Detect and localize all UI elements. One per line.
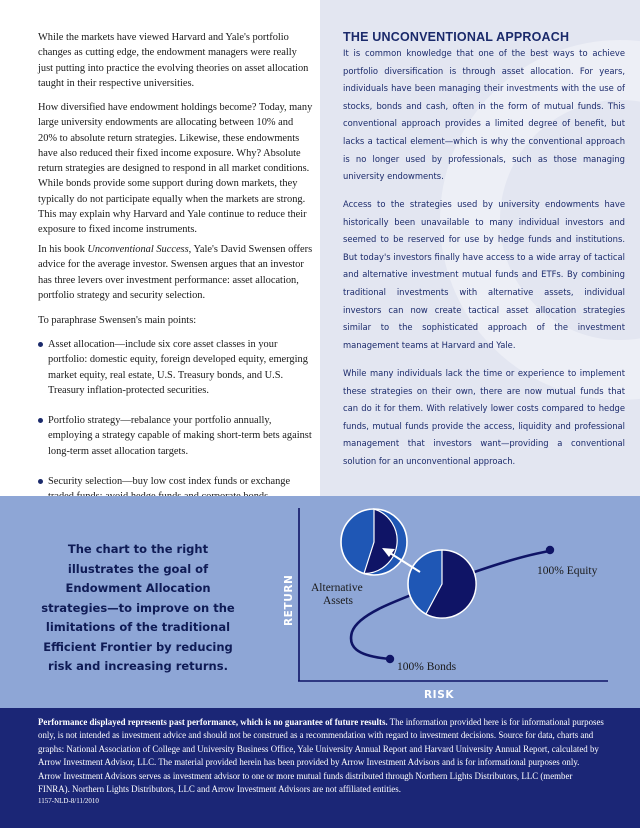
alt-assets-label-1: Alternative [311,582,363,594]
x-axis-label: RISK [424,689,455,701]
bullet-icon [38,479,43,484]
alt-assets-label-2: Assets [323,595,354,607]
disclaimer-footer [0,708,640,828]
list-item [38,337,314,398]
right-paragraph-1: It is common knowledge that one of the best ways to achieve portfolio diversification is through asset allocation. For years, individuals have been managing their investments with the use of stocks, bonds and cash, often in the form of mutual funds. This conventional approach provides a limited degree of benefit, but lacks a tactical element—which is why the conventional approach is no longer used by professionals, such as those managing university endowments. [343,48,625,182]
left-paragraph-3 [38,242,314,303]
left-column [0,0,320,496]
right-column [320,0,640,496]
document-code: 1157-NLD-8/11/2010 [38,797,99,805]
efficient-frontier-diagram [0,496,640,708]
equity-point [546,546,554,554]
disclaimer-body: The information provided here is for informational purposes only, is not intended as investment advice and should not be construed as a recommendation with regard to investment decisions. Source for data, charts and graphs: National Association of College and University Business Office, Yale University Annual Report and Harvard University Annual Report, calculated by Arrow Investment Advisor, LLC. The material provided herein has been provided by Arrow Investment Advisors and is for informational purposes only. Arrow Investment Advisors serves as investment advisor to one or more mutual funds distributed through Northern Lights Distributors, LLC (member FINRA). Northern Lights Distributors, LLC and Arrow Investment Advisors are not affiliated entities. [38,717,604,795]
left-paragraph-2: How diversified have endowment holdings become? Today, many large university endowments are allocating between 10% and 20% to absolute return strategies. Likewise, these endowments have also reduced their fixed income exposure. Why? Absolute return strategies are designed to respond in all market conditions. While bonds provide some support during down markets, they typically do not participate equally when the markets are strong. This may explain why Harvard and Yale continue to reduce their exposure to fixed income instruments. [38,102,313,236]
bullet-icon [38,342,43,347]
right-paragraph-3: While many individuals lack the time or experience to implement these strategies on their own, there are now mutual funds that can do it for them. With relatively lower costs compared to hedge funds, mutual funds provide the access, liquidity and professional management that investors want—providing a conventional solution for an unconventional approach. [343,368,625,466]
disclaimer-bold: Performance displayed represents past performance, which is no guarantee of future results. [38,717,388,727]
equity-label: 100% Equity [537,565,598,577]
pie-traditional-allocation [408,550,476,618]
list-item-text: Portfolio strategy—rebalance your portfolio annually, employing a strategy capable of making short-term bets against long-term asset allocation targets. [48,415,312,457]
chart-band [0,496,640,708]
p3-prefix: In his book [38,244,88,255]
swensen-points-list [38,337,314,505]
right-paragraph-2: Access to the strategies used by university endowments have historically been unavailable to many individual investors and seemed to be reserved for use by hedge funds and institutions. But today's investors finally have access to a wide array of tactical and alternative investment mutual funds and ETFs. By combining traditional investments with alternative assets, individual investors can now create tactical asset allocation strategies similar to the sophisticated approach of the investment management teams at Harvard and Yale. [343,199,625,350]
pie-alternative-allocation [341,509,407,575]
chart-caption: The chart to the right illustrates the goal of Endowment Allocation strategies—to improve on the limitations of the traditional Efficient Frontier by reducing risk and increasing returns. [41,542,235,673]
y-axis-label: RETURN [283,574,295,626]
p3-suffix: , Yale's David Swensen offers advice for the average investor. Swensen argues that an investor has three levers over investment performance: asset allocation, portfolio strategy and security selection. [38,244,313,301]
list-item [38,413,314,459]
list-item-text: Asset allocation—include six core asset classes in your portfolio: domestic equity, foreign developed equity, emerging market equity, real estate, U.S. Treasury bonds, and U.S. Treasury inflation-protected securities. [48,339,308,396]
book-title: Unconventional Success [87,244,189,255]
bullet-icon [38,418,43,423]
disclaimer-text [38,716,604,796]
bonds-label: 100% Bonds [397,661,457,673]
left-paragraph-4: To paraphrase Swensen's main points: [38,315,197,326]
bonds-point [386,655,394,663]
list-item-text: Security selection—buy low cost index funds or exchange [48,476,291,488]
section-heading: THE UNCONVENTIONAL APPROACH [343,30,570,44]
left-paragraph-1: While the markets have viewed Harvard and Yale's portfolio changes as cutting edge, the endowment managers were really just putting into practice the evolving theories on asset allocation taught in their respective universities. [38,32,309,89]
